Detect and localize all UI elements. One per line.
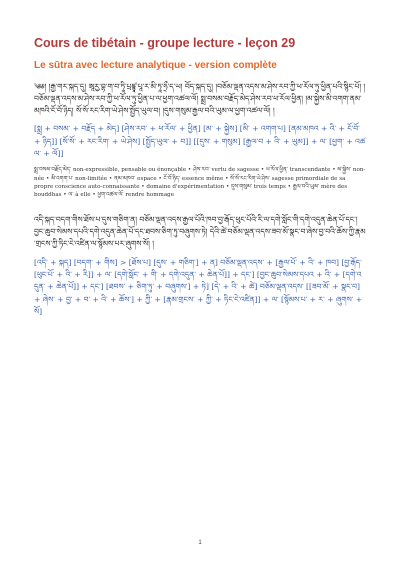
vocabulary-gloss: སྨྲ་བསམ་བརྗོད་མེད་ non-expressible, pensable ou énonçable • ཤེས་རབ་ vertu de sagesse • ཕ་རོལ་ཕྱིན་ transcendante • མ་སྐྱེས་ non-née • མི་འགག་པ་ non-limitée • ནམ་མཁའ་ espace • ངོ་བོ་ཉིད་ essence même • སོ་སོ་རང་རིག་ཡེ་ཤེས་ sagesse primordiale de sa propre conscience auto-connaissante • domaine d'expérimentation • དུས་གསུམ་ trois temps • རྒྱལ་བའི་ཡུམ་ mère des bouddhas • ལ་ à elle • ཕྱག་འཚལ་ལོ་ rendre hommage	[34, 167, 366, 199]
tibetan-analysis-opening: [འདི་ + སྐད] [བདག་ + གིས] > [ཐོས་པ] [དུས་ + གཅིག་] + ན] བཅོམ་ལྡན་འདས་ + [རྒྱལ་པོ་ + འི་ + ཁབ] [བྱ་རྒོད་ [ཕུང་པོ་ + འི་ + རི]] + ལ་ [དགེ་སློང་ + གི་ + དགེ་འདུན་ + ཆེན་པོ]] + དང་] [བྱང་ཆུབ་སེམས་དཔའ + འི་ + [དགེ་འདུན་ + ཆེན་པོ]] + དང་] [ཐབས་ + ཅིག་ཏུ་ + བཞུགས་] + ཏེ] [དེ་ + འི་ + ཚེ] བཅོམ་ལྡན་འདས་ [[ཟབ་མོ་ + སྣང་བ] + ཞེས་ + བྱ་ + བ་ + འི་ + ཆོས་] + ཀྱི་ + [རྣམ་གྲངས་ + ཀྱི་ + ཏིང་ངེ་འཛིན]] + ལ་ [སྙོམས་པ་ + ར་ + ཞུགས་ + སོ]	[34, 257, 363, 316]
tibetan-paragraph-opening: འདི་སྐད་བདག་གིས་ཐོས་པ་དུས་གཅིག་ན། བཅོམ་ལྡན་འདས་རྒྱལ་པོའི་ཁབ་བྱ་རྒོད་ཕུང་པོའི་རི་ལ་དགེ་སློང་གི་དགེ་འདུན་ཆེན་པོ་དང་། བྱང་ཆུབ་སེམས་དཔའི་དགེ་འདུན་ཆེན་པོ་དང་ཐབས་ཅིག་ཏུ་བཞུགས་ཏེ། དེའི་ཚེ་བཅོམ་ལྡན་འདས་ཟབ་མོ་སྣང་བ་ཞེས་བྱ་བའི་ཆོས་ཀྱི་རྣམ་གྲངས་ཀྱི་ཏིང་ངེ་འཛིན་ལ་སྙོམས་པར་ཞུགས་སོ། །	[34, 214, 366, 249]
page-title: Cours de tibétain - groupe lecture - leçon 29	[34, 36, 296, 50]
page-number: 1	[198, 540, 202, 546]
page-subtitle: Le sūtra avec lecture analytique - version complète	[34, 60, 277, 71]
tibetan-analysis-invocation: [སྨྲ + བསམ་ + བརྗོད + མེད] [ཤེས་རབ་ + ཕ་རོལ་ + ཕྱིན] [མ་ + སྐྱེས] [མི་ + འགག་པ] [ནམ་མཁའ + འི་ + ངོ་བོ་ + ཉིད]] [སོ་སོ་ + རང་རིག་ + ཡེ་ཤེས] [སྤྱོད་ཡུལ་ + བ]] [[དུས་ + གསུམ] [རྒྱལ་བ + འི་ + ཡུམ]] + ལ་ [ཕྱག་ + འཚལ་ + ལོ]]	[34, 124, 366, 158]
tibetan-paragraph-invocation: ༄༅། །རྒྱ་གར་སྐད་དུ། ཨཱརྱ་བྷ་ག་བ་ཏཱི་པྲཛྙཱ་པཱ་ར་མི་ཏཱ་ཧྲྀ་ད་ཡ། བོད་སྐད་དུ། །བཅོམ་ལྡན་འདས་མ་ཤེས་རབ་ཀྱི་ཕ་རོལ་ཏུ་ཕྱིན་པའི་སྙིང་པོ། །བཅོམ་ལྡན་འདས་མ་ཤེས་རབ་ཀྱི་ཕ་རོལ་ཏུ་ཕྱིན་པ་ལ་ཕྱག་འཚལ་ལོ། སྨྲ་བསམ་བརྗོད་མེད་ཤེས་རབ་ཕ་རོལ་ཕྱིན། །མ་སྐྱེས་མི་འགག་ནམ་མཁའི་ངོ་བོ་ཉིད། སོ་སོ་རང་རིག་ཡེ་ཤེས་སྤྱོད་ཡུལ་བ། །དུས་གསུམ་རྒྱལ་བའི་ཡུམ་ལ་ཕྱག་འཚལ་ལོ། །	[34, 81, 366, 116]
